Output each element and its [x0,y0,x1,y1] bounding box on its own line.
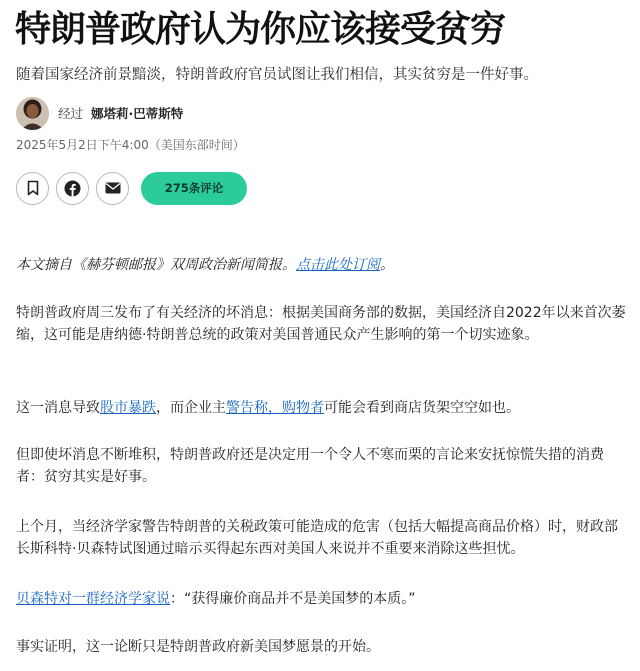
bookmark-button[interactable] [16,172,49,205]
paragraph-6: 事实证明，这一论断只是特朗普政府新美国梦愿景的开始。 [16,639,380,655]
author-name[interactable]: 娜塔莉·巴蒂斯特 [91,106,184,121]
paragraph-1: 特朗普政府周三发布了有关经济的坏消息：根据美国商务部的数据，美国经济自2022年以来首次萎缩，这可能是唐纳德·特朗普总统的政策对美国普通民众产生影响的第一个切实迹象。 [16,305,626,343]
facebook-share-button[interactable] [56,172,89,205]
author-avatar[interactable] [16,97,49,130]
newsletter-note [16,254,628,276]
shoppers-warning-link[interactable]: 警告称，购物者 [226,400,324,416]
comments-button[interactable]: 275条评论 [141,172,247,205]
stock-plunge-link[interactable]: 股市暴跌 [100,400,156,416]
email-icon [105,182,121,194]
email-share-button[interactable] [96,172,129,205]
paragraph-4: 上个月，当经济学家警告特朗普的关税政策可能造成的危害（包括大幅提高商品价格）时，财政部长斯科特·贝森特试图通过暗示买得起东西对美国人来说并不重要来消除这些担忧。 [16,519,618,557]
newsletter-note-text: 本文摘自《赫芬顿邮报》双周政治新闻简报。 [16,257,296,273]
author-line [58,104,183,122]
paragraph-2 [16,397,628,419]
facebook-icon [64,180,81,197]
bookmark-icon [26,180,40,196]
paragraph-5-text: ：“获得廉价商品并不是美国梦的本质。” [170,591,416,607]
paragraph-2-text-b: ，而企业主 [156,400,226,416]
newsletter-note-end: 。 [380,257,394,273]
author-photo [16,97,49,130]
paragraph-2-text-c: 可能会看到商店货架空空如也。 [324,400,520,416]
publish-date: 2025年5月2日下午4:00（美国东部时间） [16,138,245,152]
article-headline: 特朗普政府认为你应该接受贫穷 [15,9,506,50]
bessent-quote-link[interactable]: 贝森特对一群经济学家说 [16,591,170,607]
paragraph-5 [16,588,628,610]
paragraph-2-text-a: 这一消息导致 [16,400,100,416]
subscribe-link[interactable]: 点击此处订阅 [296,257,380,273]
byline [16,96,183,130]
byline-prefix: 经过 [58,106,84,121]
article-dek: 随着国家经济前景黯淡，特朗普政府官员试图让我们相信，其实贫穷是一件好事。 [16,67,538,83]
paragraph-3: 但即使坏消息不断堆积，特朗普政府还是决定用一个令人不寒而栗的言论来安抚惊慌失措的消费者：贫穷其实是好事。 [16,447,604,485]
share-actions [16,170,247,206]
